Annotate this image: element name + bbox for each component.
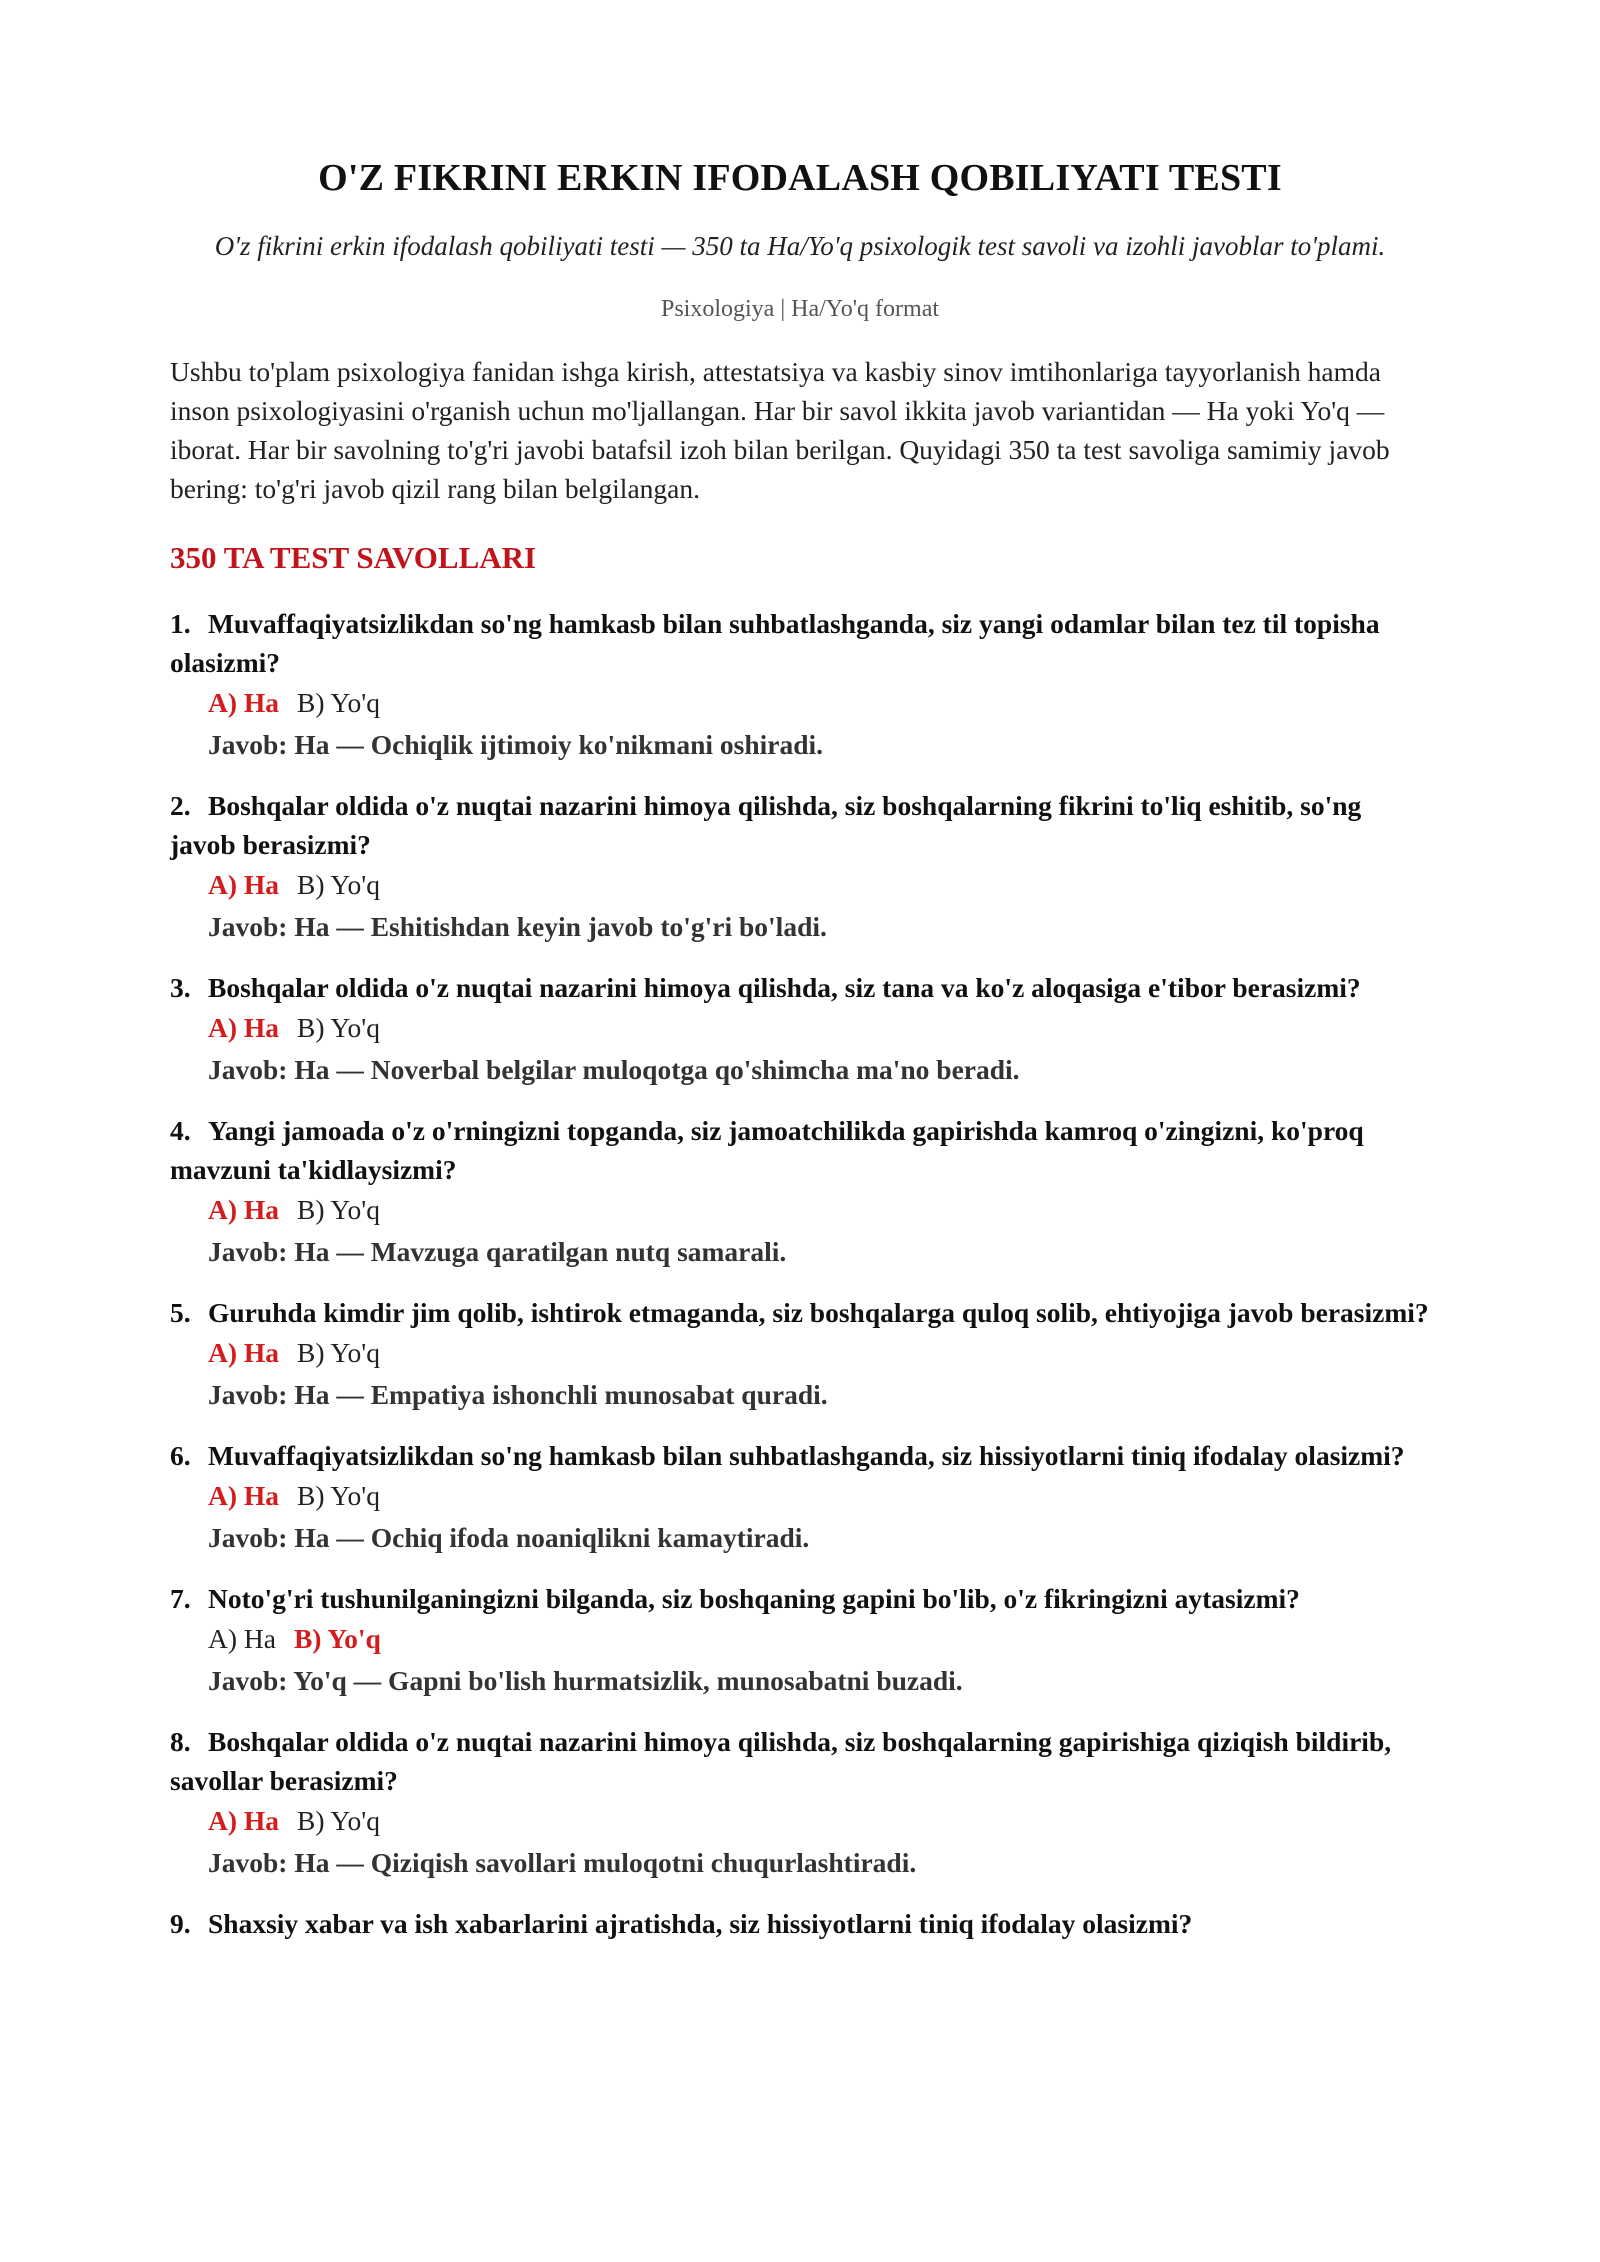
option-b: B) Yo'q: [297, 1805, 380, 1836]
question-number: 4.: [170, 1115, 191, 1146]
document-meta: Psixologiya | Ha/Yo'q format: [660, 296, 940, 322]
document-page: [170, 148, 1430, 1963]
question-item: [170, 1293, 1430, 1416]
answer-explanation: Javob: Ha — Noverbal belgilar muloqotga qo'shimcha ma'no beradi.: [208, 1054, 1020, 1085]
question-body: Guruhda kimdir jim qolib, ishtirok etmaganda, siz boshqalarga quloq solib, ehtiyojiga javob berasizmi?: [208, 1297, 1429, 1328]
question-text: [170, 1722, 1430, 1800]
question-text: [170, 786, 1430, 864]
question-number: 5.: [170, 1297, 191, 1328]
section-heading: 350 TA TEST SAVOLLARI: [170, 540, 537, 575]
answer-explanation: Javob: Ha — Qiziqish savollari muloqotni chuqurlashtiradi.: [208, 1847, 917, 1878]
question-text: [170, 1436, 1430, 1475]
question-item: [170, 1904, 1430, 1943]
answer-explanation: Javob: Ha — Empatiya ishonchli munosabat quradi.: [208, 1379, 828, 1410]
question-text: [170, 1904, 1430, 1943]
answer-options: [208, 1332, 1430, 1374]
answer-explanation: Javob: Ha — Eshitishdan keyin javob to'g'ri bo'ladi.: [208, 911, 827, 942]
option-b: B) Yo'q: [297, 687, 380, 718]
answer-explanation: Javob: Ha — Ochiqlik ijtimoiy ko'nikmani oshiradi.: [208, 729, 824, 760]
answer-options: [208, 682, 1430, 724]
option-b: B) Yo'q: [297, 1012, 380, 1043]
question-body: Noto'g'ri tushunilganingizni bilganda, siz boshqaning gapini bo'lib, o'z fikringizni aytasizmi?: [208, 1583, 1300, 1614]
question-body: Boshqalar oldida o'z nuqtai nazarini himoya qilishda, siz boshqalarning fikrini to'liq eshitib, so'ng javob berasizmi?: [170, 790, 1362, 860]
question-item: [170, 1579, 1430, 1702]
option-a: A) Ha: [208, 1337, 280, 1368]
question-body: Boshqalar oldida o'z nuqtai nazarini himoya qilishda, siz boshqalarning gapirishiga qiziqish bildirib, savollar berasizmi?: [170, 1726, 1392, 1796]
question-item: [170, 1111, 1430, 1273]
question-text: [170, 604, 1430, 682]
question-text: [170, 1293, 1430, 1332]
option-a: A) Ha: [208, 1480, 280, 1511]
question-body: Boshqalar oldida o'z nuqtai nazarini himoya qilishda, siz tana va ko'z aloqasiga e'tibor berasizmi?: [208, 972, 1361, 1003]
question-body: Muvaffaqiyatsizlikdan so'ng hamkasb bilan suhbatlashganda, siz yangi odamlar bilan tez til topisha olasizmi?: [170, 608, 1380, 678]
question-item: [170, 604, 1430, 766]
intro-paragraph: Ushbu to'plam psixologiya fanidan ishga kirish, attestatsiya va kasbiy sinov imtihonlariga tayyorlanish hamda inson psixologiyasini o'rganish uchun mo'ljallangan. Har bir savol ikkita javob variantidan — Ha yoki Yo'q — iborat. Har bir savolning to'g'ri javobi batafsil izoh bilan berilgan. Quyidagi 350 ta test savoliga samimiy javob bering: to'g'ri javob qizil rang bilan belgilangan.: [170, 356, 1390, 504]
answer-options: [208, 1475, 1430, 1517]
answer-explanation: Javob: Ha — Mavzuga qaratilgan nutq samarali.: [208, 1236, 787, 1267]
document-subtitle: O'z fikrini erkin ifodalash qobiliyati testi — 350 ta Ha/Yo'q psixologik test savoli va izohli javoblar to'plami.: [214, 231, 1386, 261]
question-text: [170, 1111, 1430, 1189]
question-number: 7.: [170, 1583, 191, 1614]
question-text: [170, 968, 1430, 1007]
option-b: B) Yo'q: [297, 1337, 380, 1368]
question-body: Yangi jamoada o'z o'rningizni topganda, siz jamoatchilikda gapirishda kamroq o'zingizni, ko'proq mavzuni ta'kidlaysizmi?: [170, 1115, 1364, 1185]
option-a: A) Ha: [208, 1805, 280, 1836]
question-number: 8.: [170, 1726, 191, 1757]
document-title: O'Z FIKRINI ERKIN IFODALASH QOBILIYATI TESTI: [318, 157, 1282, 199]
answer-options: [208, 1618, 1430, 1660]
question-item: [170, 968, 1430, 1091]
answer-options: [208, 1800, 1430, 1842]
question-number: 6.: [170, 1440, 191, 1471]
option-a: A) Ha: [208, 869, 280, 900]
question-number: 1.: [170, 608, 191, 639]
answer-options: [208, 1007, 1430, 1049]
option-a: A) Ha: [208, 1012, 280, 1043]
answer-options: [208, 864, 1430, 906]
question-number: 2.: [170, 790, 191, 821]
option-b: B) Yo'q: [297, 1194, 380, 1225]
option-a: A) Ha: [208, 1194, 280, 1225]
question-body: Shaxsiy xabar va ish xabarlarini ajratishda, siz hissiyotlarni tiniq ifodalay olasizmi?: [208, 1908, 1193, 1939]
question-item: [170, 786, 1430, 948]
question-text: [170, 1579, 1430, 1618]
question-item: [170, 1722, 1430, 1884]
option-b: B) Yo'q: [297, 869, 380, 900]
option-a: A) Ha: [208, 687, 280, 718]
question-item: [170, 1436, 1430, 1559]
question-number: 9.: [170, 1908, 191, 1939]
question-list: [170, 604, 1430, 1943]
option-b: B) Yo'q: [297, 1480, 380, 1511]
option-b: B) Yo'q: [293, 1623, 381, 1654]
question-body: Muvaffaqiyatsizlikdan so'ng hamkasb bilan suhbatlashganda, siz hissiyotlarni tiniq ifodalay olasizmi?: [208, 1440, 1405, 1471]
answer-options: [208, 1189, 1430, 1231]
option-a: A) Ha: [208, 1623, 276, 1654]
answer-explanation: Javob: Yo'q — Gapni bo'lish hurmatsizlik, munosabatni buzadi.: [208, 1665, 963, 1696]
answer-explanation: Javob: Ha — Ochiq ifoda noaniqlikni kamaytiradi.: [208, 1522, 810, 1553]
question-number: 3.: [170, 972, 191, 1003]
